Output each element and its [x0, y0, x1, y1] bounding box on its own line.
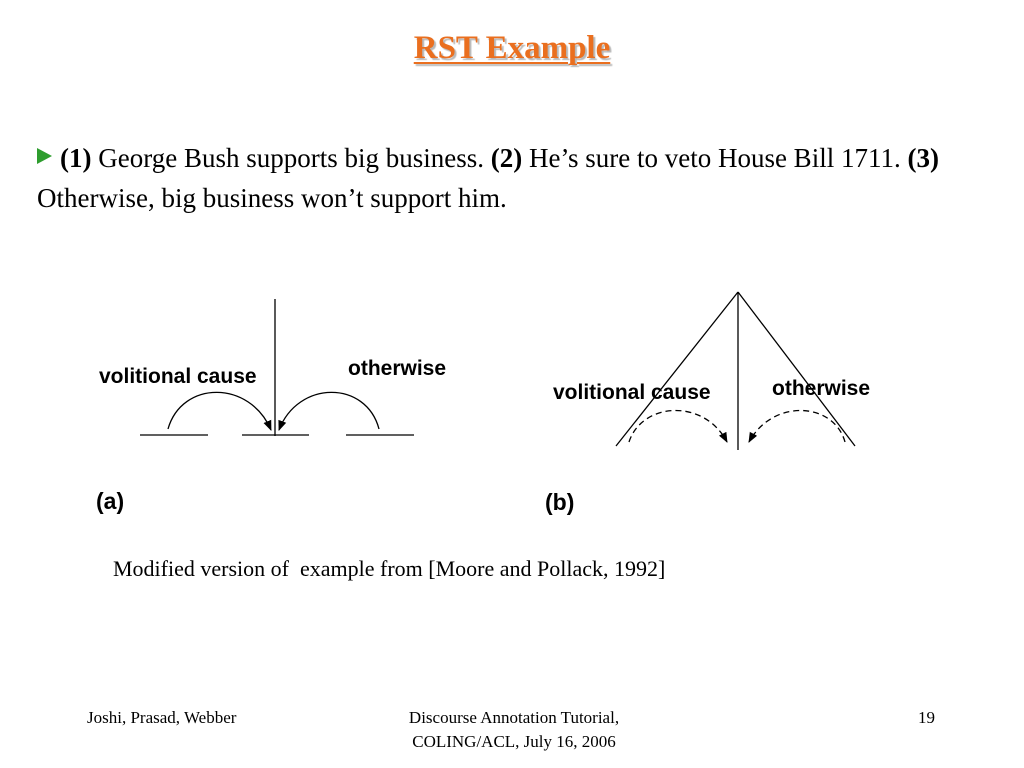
- diagram-a-cause-arc: [168, 392, 271, 430]
- diagram-b-left-edge: [616, 292, 738, 446]
- diagram-a-panel-label: (a): [96, 488, 125, 514]
- diagram-a-left-label: volitional cause: [99, 365, 257, 388]
- unit-text-1: George Bush supports big business.: [91, 143, 491, 173]
- footer-authors: Joshi, Prasad, Webber: [87, 708, 237, 727]
- unit-number-1: (1): [60, 143, 92, 173]
- unit-text-3: Otherwise, big business won’t support him.: [37, 183, 507, 213]
- footer-page-number: 19: [918, 708, 935, 727]
- diagram-b: [545, 292, 870, 515]
- diagram-b-left-label: volitional cause: [553, 381, 711, 404]
- diagram-a: [96, 299, 446, 514]
- diagram-b-cause-arc: [629, 410, 727, 442]
- diagram-b-right-edge: [738, 292, 855, 446]
- unit-number-3: (3): [907, 143, 939, 173]
- footer-event: [324, 706, 704, 754]
- footer-event-line-1: Discourse Annotation Tutorial,: [408, 708, 620, 727]
- source-caption: Modified version of example from [Moore and Pollack, 1992]: [113, 556, 666, 581]
- unit-text-2: He’s sure to veto House Bill 1711.: [522, 143, 908, 173]
- footer-event-line-2: COLING/ACL, July 16, 2006: [412, 732, 616, 751]
- diagram-a-otherwise-arc: [279, 392, 379, 430]
- diagram-a-right-label: otherwise: [348, 357, 447, 380]
- diagram-b-panel-label: (b): [545, 489, 575, 515]
- diagram-b-otherwise-arc: [749, 410, 845, 442]
- unit-number-2: (2): [490, 143, 523, 173]
- slide-title: RST Example: [413, 30, 611, 66]
- diagram-b-right-label: otherwise: [772, 377, 871, 400]
